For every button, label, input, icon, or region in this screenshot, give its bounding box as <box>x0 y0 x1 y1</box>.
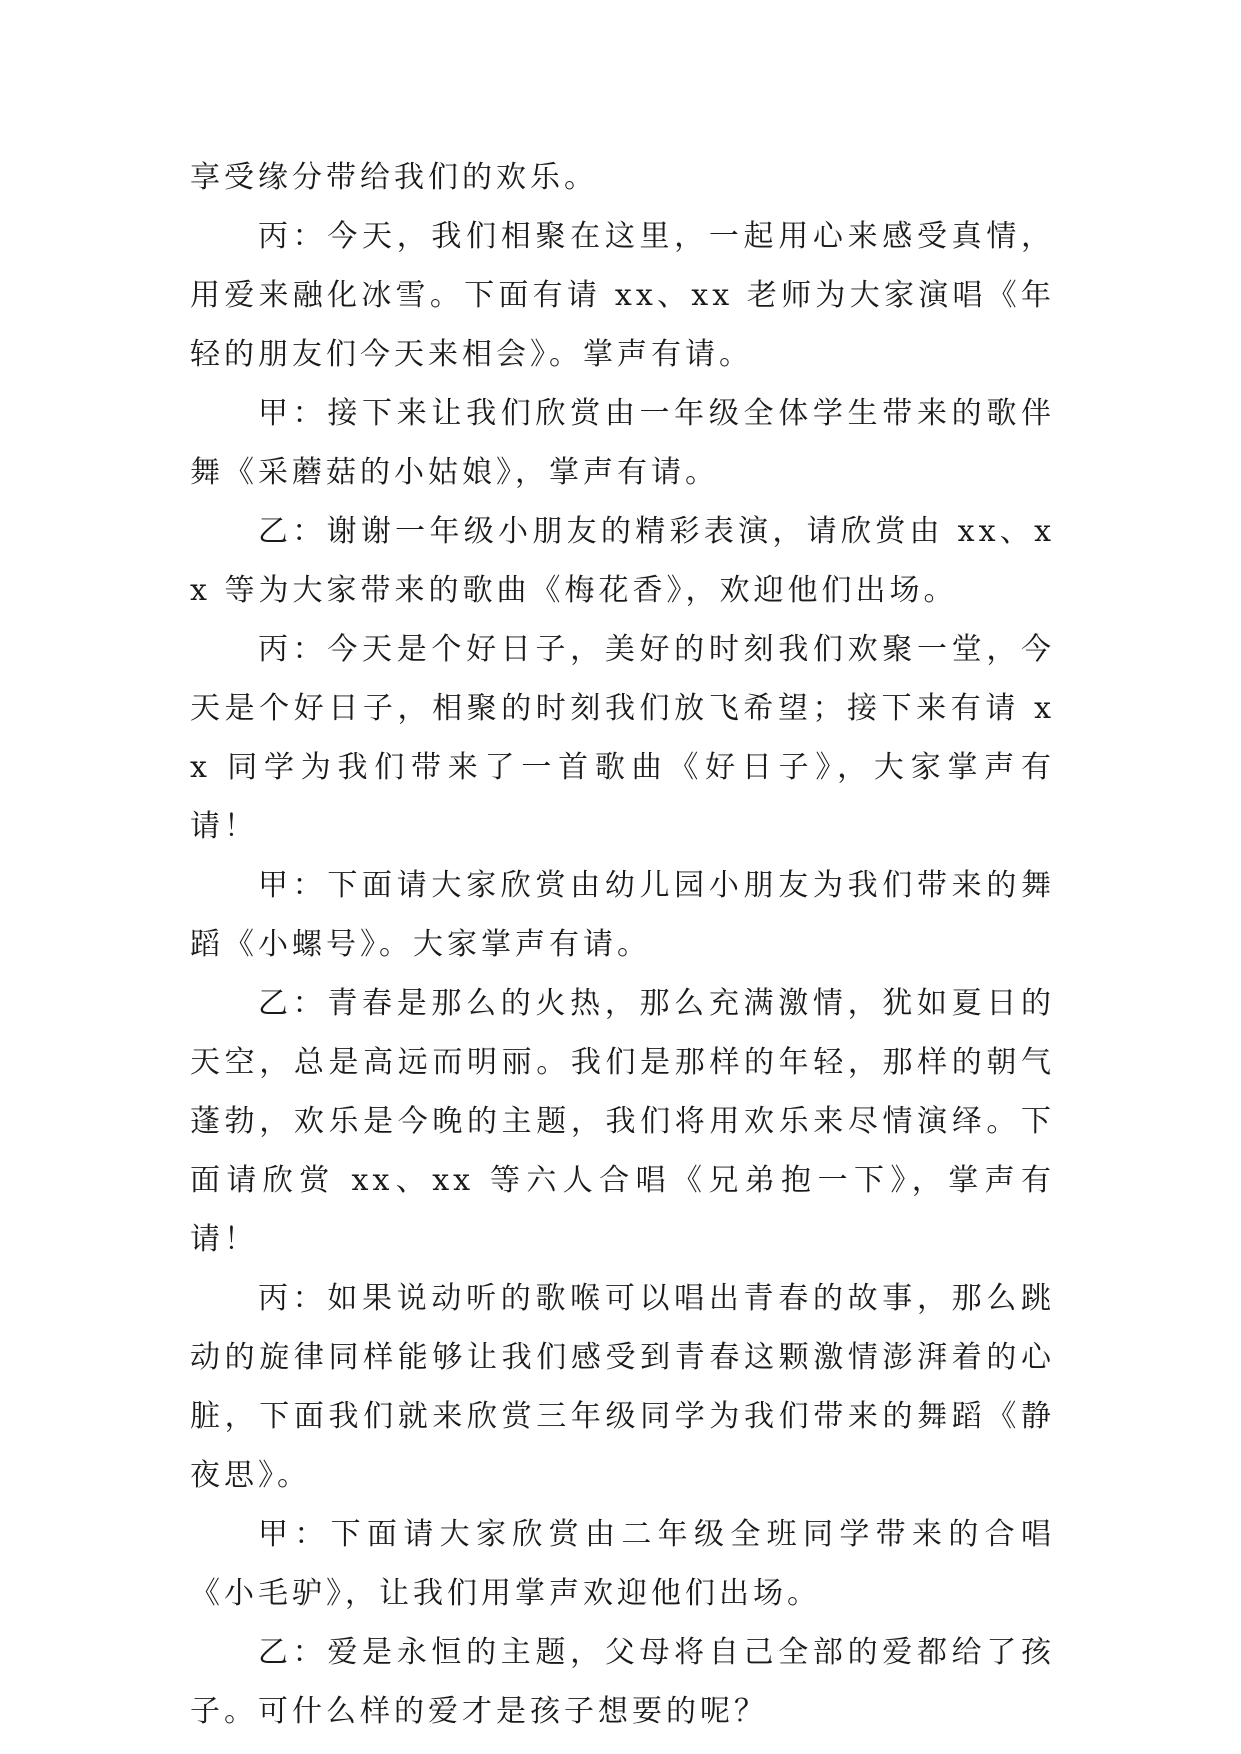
paragraph: 丙：今天是个好日子，美好的时刻我们欢聚一堂，今天是个好日子，相聚的时刻我们放飞希望；接下来有请 xx 同学为我们带来了一首歌曲《好日子》，大家掌声有请！ <box>190 632 1055 844</box>
paragraph: 丙：如果说动听的歌喉可以唱出青春的故事，那么跳动的旋律同样能够让我们感受到青春这颗激情澎湃着的心脏，下面我们就来欣赏三年级同学为我们带来的舞蹈《静夜思》。 <box>190 1281 1055 1493</box>
paragraph: 甲：接下来让我们欣赏由一年级全体学生带来的歌伴舞《采蘑菇的小姑娘》，掌声有请。 <box>190 396 1055 490</box>
paragraph: 甲：下面请大家欣赏由二年级全班同学带来的合唱《小毛驴》，让我们用掌声欢迎他们出场。 <box>190 1517 1055 1611</box>
paragraph: 享受缘分带给我们的欢乐。 <box>190 160 598 195</box>
paragraph: 甲：下面请大家欣赏由幼儿园小朋友为我们带来的舞蹈《小螺号》。大家掌声有请。 <box>190 868 1055 962</box>
paragraph: 乙：爱是永恒的主题，父母将自己全部的爱都给了孩子。可什么样的爱才是孩子想要的呢？ <box>190 1635 1055 1729</box>
document-body <box>190 148 1055 1741</box>
paragraph: 乙：谢谢一年级小朋友的精彩表演，请欣赏由 xx、xx 等为大家带来的歌曲《梅花香》，欢迎他们出场。 <box>190 514 1055 608</box>
paragraph: 丙：今天，我们相聚在这里，一起用心来感受真情，用爱来融化冰雪。下面有请 xx、xx 老师为大家演唱《年轻的朋友们今天来相会》。掌声有请。 <box>190 219 1055 372</box>
paragraph: 乙：青春是那么的火热，那么充满激情，犹如夏日的天空，总是高远而明丽。我们是那样的年轻，那样的朝气蓬勃，欢乐是今晚的主题，我们将用欢乐来尽情演绎。下面请欣赏 xx、xx 等六人合唱《兄弟抱一下》，掌声有请！ <box>190 986 1055 1257</box>
